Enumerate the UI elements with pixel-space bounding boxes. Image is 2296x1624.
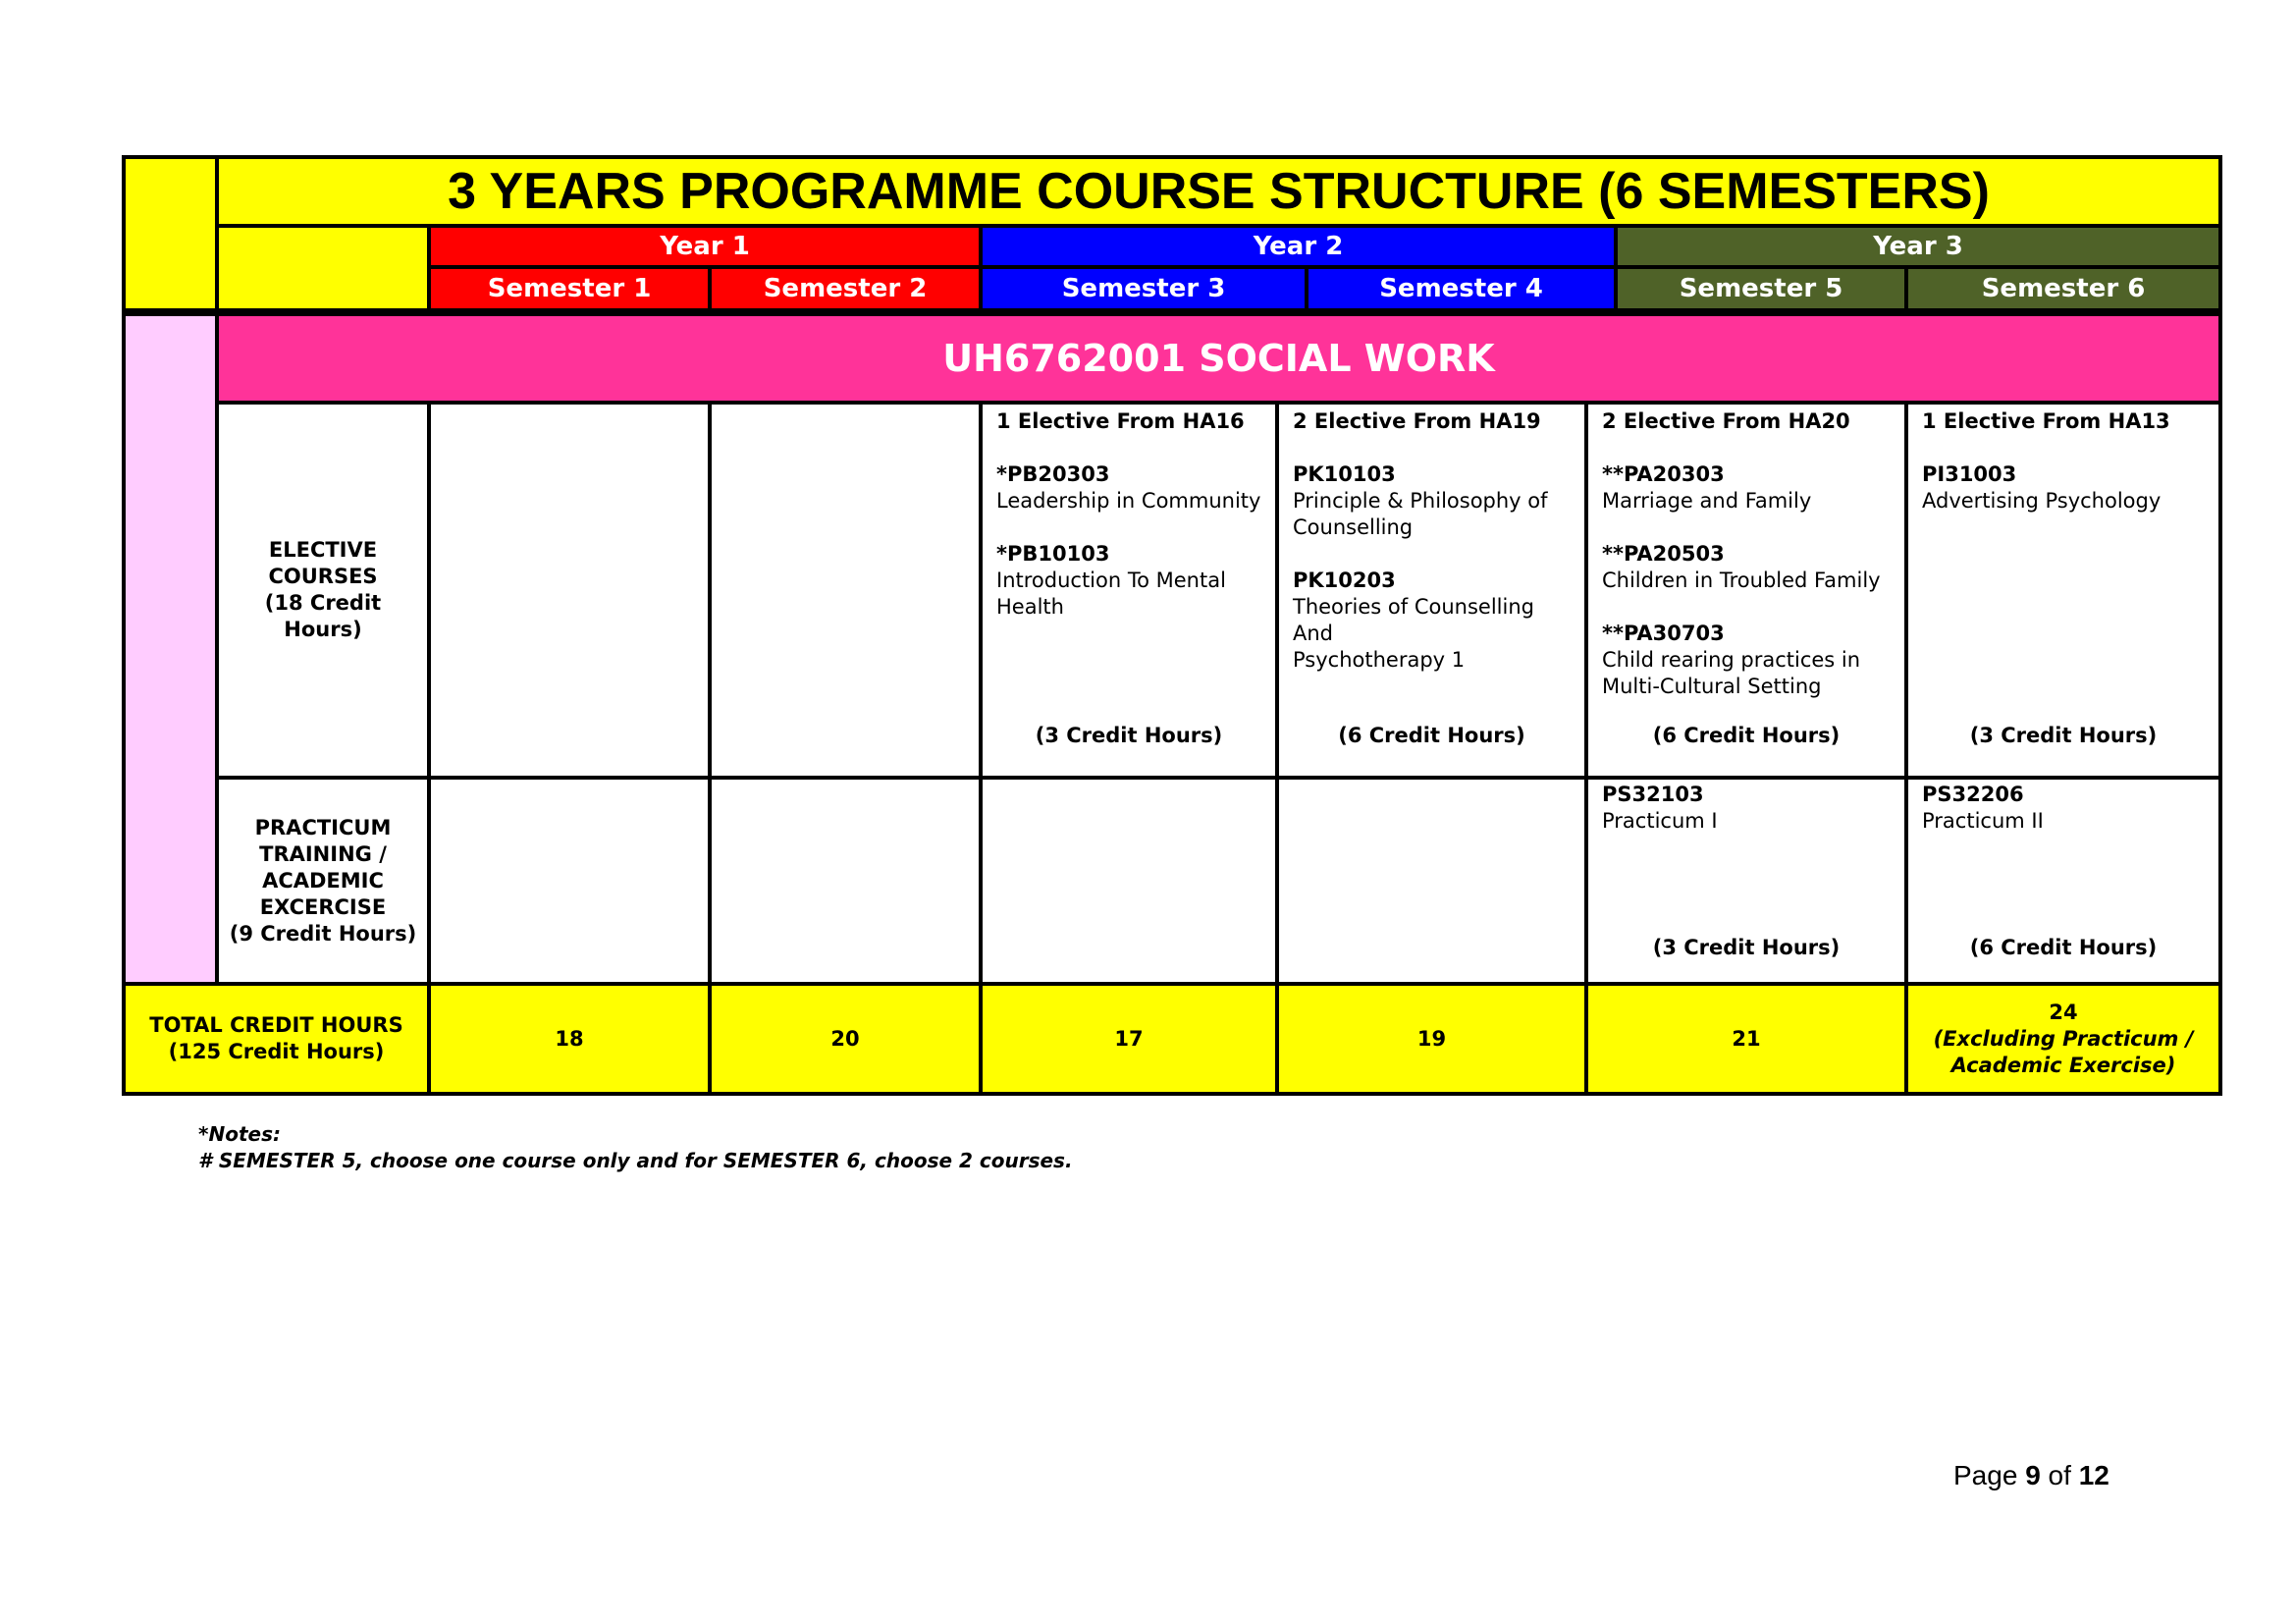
header-table <box>122 155 2222 312</box>
year-2-header: Year 2 <box>981 226 1616 267</box>
practicum-label-line: TRAINING / <box>259 841 387 866</box>
course-name: Introduction To Mental <box>996 568 1226 592</box>
total-sem2: 20 <box>710 984 981 1094</box>
semester-6-header: Semester 6 <box>1906 267 2220 310</box>
total-sem6-note: Academic Exercise) <box>1950 1053 2176 1077</box>
course-name: Leadership in Community <box>996 489 1261 513</box>
total-credit-label <box>124 984 429 1094</box>
elective-group-heading: 1 Elective From HA13 <box>1922 409 2170 433</box>
page-prefix: Page <box>1953 1460 2018 1490</box>
page-total: 12 <box>2078 1460 2109 1490</box>
credit-hours: (3 Credit Hours) <box>1035 724 1223 747</box>
course-code: *PB20303 <box>996 462 1110 486</box>
total-sem4: 19 <box>1277 984 1586 1094</box>
practicum-label-line: EXCERCISE <box>259 894 387 919</box>
course-structure-table <box>122 312 2222 1096</box>
elective-sem3-cell <box>981 403 1277 778</box>
total-sem6 <box>1906 984 2220 1094</box>
course-name: Theories of Counselling And <box>1293 595 1534 645</box>
notes-block <box>198 1121 1073 1174</box>
elective-sem4-cell <box>1277 403 1586 778</box>
course-code: *PB10103 <box>996 542 1110 566</box>
total-sem6-note: (Excluding Practicum / <box>1933 1026 2194 1051</box>
practicum-sem1-cell <box>429 778 710 984</box>
practicum-sem3-cell <box>981 778 1277 984</box>
course-code: PK10103 <box>1293 462 1396 486</box>
semester-1-header: Semester 1 <box>429 267 710 310</box>
elective-group-heading: 1 Elective From HA16 <box>996 409 1245 433</box>
course-name: Advertising Psychology <box>1922 489 2162 513</box>
page-of: of <box>2048 1460 2071 1490</box>
elective-label-line: COURSES <box>268 565 378 588</box>
elective-group-heading: 2 Elective From HA20 <box>1602 409 1850 433</box>
semester-3-header: Semester 3 <box>981 267 1307 310</box>
credit-hours: (6 Credit Hours) <box>1969 936 2158 959</box>
course-name: Marriage and Family <box>1602 489 1812 513</box>
elective-sem6-cell <box>1906 403 2220 778</box>
notes-text: # SEMESTER 5, choose one course only and for SEMESTER 6, choose 2 courses. <box>198 1149 1073 1172</box>
notes-heading: *Notes: <box>198 1122 281 1146</box>
course-name: Counselling <box>1293 515 1414 539</box>
elective-courses-label <box>217 403 429 778</box>
course-name: Psychotherapy 1 <box>1293 648 1466 672</box>
course-code: PS32206 <box>1922 783 2024 806</box>
course-name: Child rearing practices in <box>1602 648 1861 672</box>
practicum-label-line: (9 Credit Hours) <box>229 921 417 946</box>
course-name: Practicum I <box>1602 809 1718 833</box>
total-sem3: 17 <box>981 984 1277 1094</box>
elective-sem1-cell <box>429 403 710 778</box>
year-3-header: Year 3 <box>1616 226 2220 267</box>
elective-sem5-cell <box>1586 403 1906 778</box>
page-current: 9 <box>2025 1460 2041 1490</box>
course-code: PK10203 <box>1293 568 1396 592</box>
header-corner-cell <box>124 157 217 310</box>
total-sem5: 21 <box>1586 984 1906 1094</box>
course-name: Children in Troubled Family <box>1602 568 1881 592</box>
total-label-line: TOTAL CREDIT HOURS <box>149 1013 403 1037</box>
course-name: Multi-Cultural Setting <box>1602 675 1822 698</box>
programme-title: UH6762001 SOCIAL WORK <box>217 314 2220 403</box>
credit-hours: (6 Credit Hours) <box>1652 724 1841 747</box>
elective-label-line: Hours) <box>284 618 362 641</box>
course-code: **PA20303 <box>1602 462 1725 486</box>
semester-5-header: Semester 5 <box>1616 267 1906 310</box>
practicum-sem5-cell <box>1586 778 1906 984</box>
course-name: Health <box>996 595 1064 619</box>
practicum-label-line: ACADEMIC <box>262 868 384 893</box>
practicum-sem4-cell <box>1277 778 1586 984</box>
practicum-label-line: PRACTICUM <box>254 815 392 839</box>
course-code: PS32103 <box>1602 783 1704 806</box>
credit-hours: (3 Credit Hours) <box>1969 724 2158 747</box>
elective-label-line: (18 Credit <box>264 591 382 615</box>
practicum-label <box>217 778 429 984</box>
elective-label-line: ELECTIVE <box>268 538 378 562</box>
page-number <box>1953 1460 2109 1491</box>
total-label-line: (125 Credit Hours) <box>168 1040 385 1063</box>
course-code: **PA20503 <box>1602 542 1725 566</box>
credit-hours: (3 Credit Hours) <box>1652 936 1841 959</box>
semester-4-header: Semester 4 <box>1307 267 1616 310</box>
course-code: PI31003 <box>1922 462 2017 486</box>
course-code: **PA30703 <box>1602 622 1725 645</box>
semester-2-header: Semester 2 <box>710 267 981 310</box>
credit-hours: (6 Credit Hours) <box>1338 724 1525 747</box>
elective-group-heading: 2 Elective From HA19 <box>1293 409 1541 433</box>
elective-sem2-cell <box>710 403 981 778</box>
header-blank-cell <box>217 226 429 310</box>
course-name: Principle & Philosophy of <box>1293 489 1548 513</box>
total-sem6-value: 24 <box>2049 1000 2078 1024</box>
practicum-sem6-cell <box>1906 778 2220 984</box>
total-sem1: 18 <box>429 984 710 1094</box>
year-1-header: Year 1 <box>429 226 981 267</box>
page-title: 3 YEARS PROGRAMME COURSE STRUCTURE (6 SEMESTERS) <box>217 157 2220 226</box>
programme-side-cell <box>124 314 217 984</box>
practicum-sem2-cell <box>710 778 981 984</box>
course-name: Practicum II <box>1922 809 2044 833</box>
